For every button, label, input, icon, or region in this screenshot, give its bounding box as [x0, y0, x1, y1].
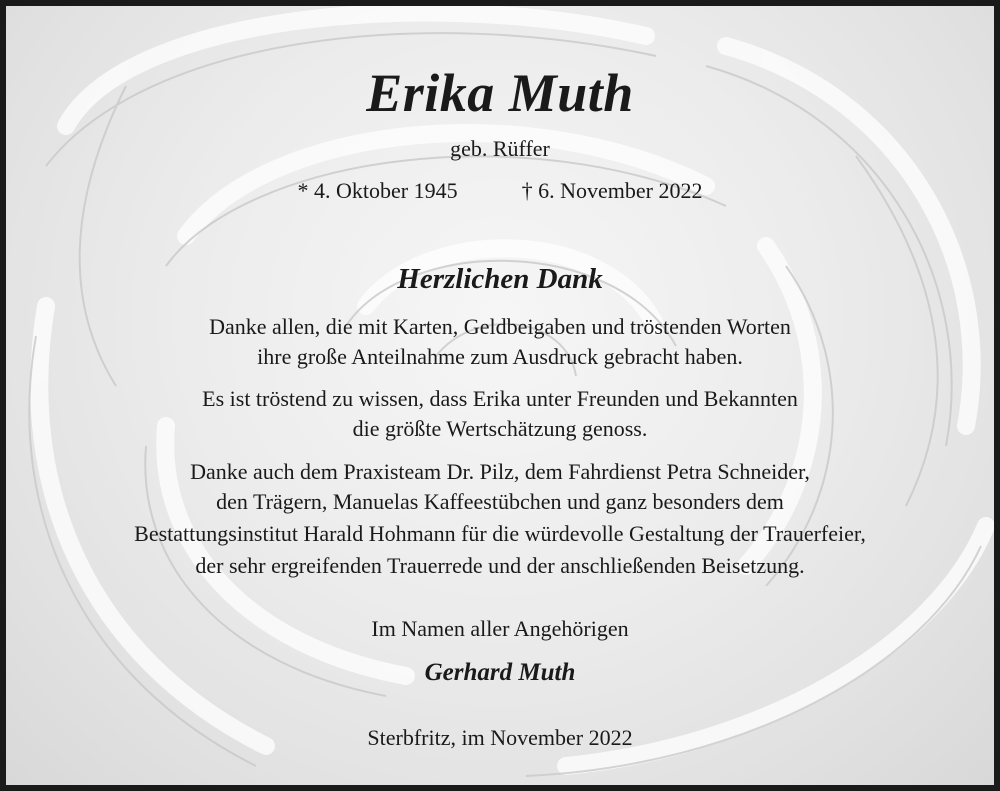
signer-name: Gerhard Muth	[424, 659, 576, 686]
thanks-line: ihre große Anteilnahme zum Ausdruck gebracht haben.	[257, 344, 743, 369]
thanks-line: Danke auch dem Praxisteam Dr. Pilz, dem Fahrdienst Petra Schneider,	[190, 459, 810, 484]
death-date: † 6. November 2022	[521, 178, 703, 203]
thanks-line: der sehr ergreifenden Trauerrede und der anschließenden Beisetzung.	[195, 553, 805, 578]
thanks-line: die größte Wertschätzung genoss.	[352, 416, 648, 441]
birth-date: * 4. Oktober 1945	[297, 178, 458, 203]
deceased-name: Erika Muth	[366, 63, 634, 123]
thanks-line: Danke allen, die mit Karten, Geldbeigaben und tröstenden Worten	[209, 314, 791, 339]
maiden-name: geb. Rüffer	[450, 136, 550, 161]
place-and-date: Sterbfritz, im November 2022	[367, 725, 633, 750]
notice-content	[6, 6, 994, 785]
thanks-line: den Trägern, Manuelas Kaffeestübchen und ganz besonders dem	[216, 489, 784, 514]
life-dates	[6, 176, 994, 206]
thanks-heading: Herzlichen Dank	[397, 263, 603, 295]
thanks-line: Bestattungsinstitut Harald Hohmann für die würdevolle Gestaltung der Trauerfeier,	[134, 521, 866, 546]
on-behalf-line: Im Namen aller Angehörigen	[371, 616, 629, 641]
thanks-line: Es ist tröstend zu wissen, dass Erika unter Freunden und Bekannten	[202, 386, 798, 411]
